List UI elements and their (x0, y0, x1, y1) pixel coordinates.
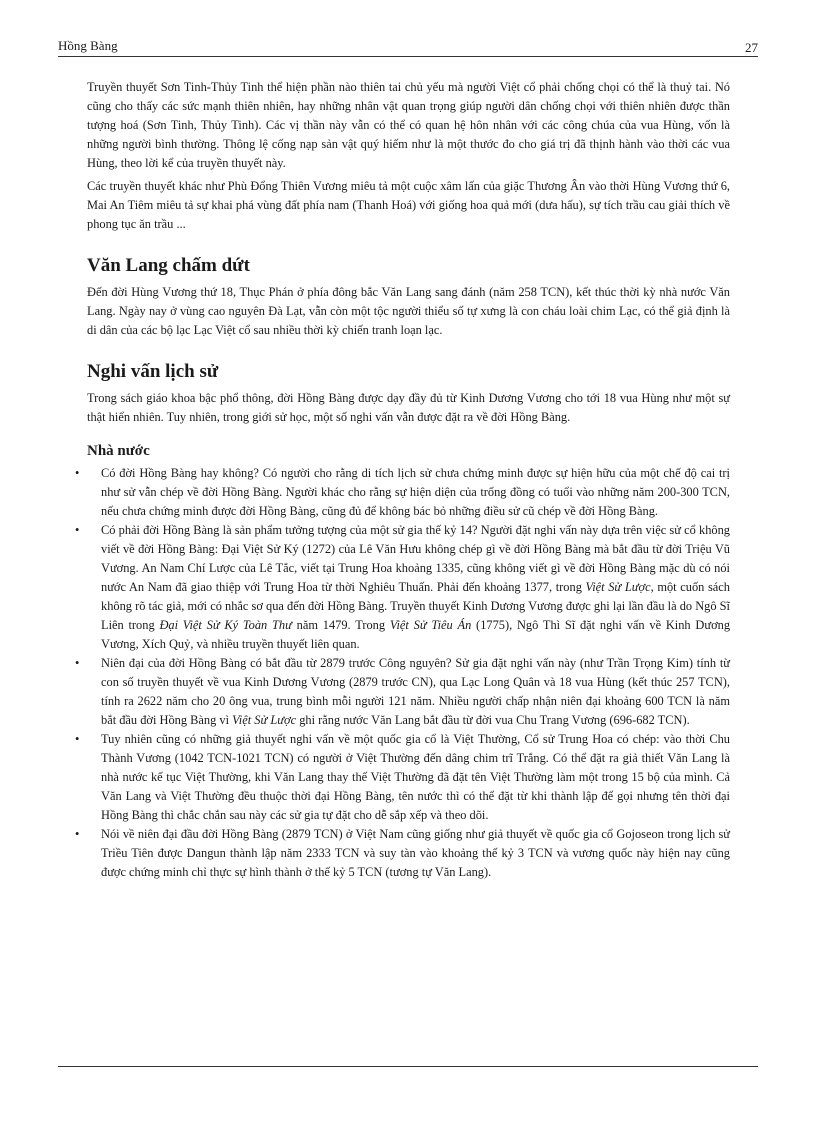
page-number: 27 (745, 40, 758, 55)
subsection-heading-state: Nhà nước (87, 443, 150, 459)
book-title: Việt Sử Tiêu Án (389, 618, 472, 632)
section-heading-historical-doubt: Nghi vấn lịch sử (87, 361, 219, 382)
list-item: • Nói về niên đại đầu đời Hồng Bàng (2879 TCN) ở Việt Nam cũng giống như giả thuyết về quốc gia cổ Gojoseon trong lịch sử Triều Tiên được Dangun thành lập năm 2333 TCN và suy tàn vào khoảng thế kỷ 3 TCN và vương quốc này hiện nay cũng được chứng minh chỉ thực sự hình thành ở thế kỷ 5 TCN (tương tự Văn Lang). (87, 825, 730, 882)
chapter-title: Hồng Bàng (58, 38, 118, 53)
list-item: • Có phải đời Hồng Bàng là sản phẩm tưởng tượng của một sử gia thế kỷ 14? Người đặt nghi vấn này dựa trên việc sử cổ không viết về đời Hồng Bàng: Đại Việt Sử Ký (1272) của Lê Văn Hưu không chép gì về đời Hồng Bàng mà bắt đầu từ đời Triệu Vũ Vương. An Nam Chí Lược của Lê Tắc, viết tại Trung Hoa khoảng 1335, cũng không viết gì về đời Hồng Bàng mặc dù có nói nước An Nam đã giao thiệp với Trung Hoa từ thời Nghiêu Thuấn. Phải đến khoảng 1377, trong Việt Sử Lược, một cuốn sách không rõ tác giả, mới có nhắc sơ qua đến đời Hồng Bàng. Truyền thuyết Kinh Dương Vương được ghi lại lần đầu là do Ngô Sĩ Liên trong Đại Việt Sử Ký Toàn Thư năm 1479. Trong Việt Sử Tiêu Án (1775), Ngô Thì Sĩ đặt nghi vấn về Kinh Dương Vương, Xích Quỷ, và nhiều truyền thuyết liên quan. (87, 521, 730, 654)
running-header (58, 36, 758, 57)
page-body (87, 78, 730, 882)
intro-paragraph-2: Các truyền thuyết khác như Phù Đổng Thiên Vương miêu tả một cuộc xâm lấn của giặc Thương Ân vào thời Hùng Vương thứ 6, Mai An Tiêm miêu tả sự khai phá vùng đất phía nam (Thanh Hoá) với giống hoa quả mới (dưa hấu), sự tích trầu cau giải thích về phong tục ăn trầu ... (87, 179, 730, 231)
book-title: Việt Sử Lược (585, 580, 651, 594)
list-item: • Niên đại của đời Hồng Bàng có bắt đầu từ 2879 trước Công nguyên? Sử gia đặt nghi vấn này (như Trần Trọng Kim) tính từ con số truyền thuyết về vua Kinh Dương Vương (2879 trước CN), qua Lạc Long Quân và 18 vua Hùng (kết thúc 257 TCN), tính ra 2622 năm cho 20 ông vua, trung bình mỗi người 121 năm. Nhiều người chấp nhận niên đại khoảng 600 TCN là năm bắt đầu đời Hồng Bàng vì Việt Sử Lược ghi rằng nước Văn Lang bắt đầu từ đời vua Chu Trang Vương (696-682 TCN). (87, 654, 730, 730)
intro-paragraph-1: Truyền thuyết Sơn Tinh-Thủy Tinh thể hiện phần nào thiên tai chủ yếu mà người Việt cổ phải chống chọi có thể là thuỷ tai. Nó cũng cho thấy các sức mạnh thiên nhiên, hay những nhân vật quan trọng giúp người dân chống chọi với thiên nhiên được thần tượng hoá (Sơn Tinh, Thủy Tinh). Các vị thần này vẫn có thể có quan hệ hôn nhân với các công chúa của vua Hùng, vốn là những người bình thường. Thông lệ cống nạp sản vật quý hiếm như là một thước đo cho giá trị đã thịnh hành vào thời các vua Hùng, theo lời kể của truyền thuyết này. (87, 80, 730, 170)
doubt-bullet-list (87, 464, 730, 882)
section-heading-van-lang-end: Văn Lang chấm dứt (87, 255, 250, 276)
footer-divider (58, 1066, 758, 1067)
list-item: • Tuy nhiên cũng có những giả thuyết nghi vấn về một quốc gia cổ là Việt Thường, Cổ sử Trung Hoa có chép: vào thời Chu Thành Vương (1042 TCN-1021 TCN) có người ở Việt Thường đến dâng chim trĩ Trắng. Có thể đặt ra giả thiết Văn Lang là nhà nước kế tục Việt Thường, khi Văn Lang thay thế Việt Thường đã đặt tên Việt Thường làm một trong 15 bộ của mình. Cả Văn Lang và Việt Thường đều thuộc thời đại Hồng Bàng, tên nước thì có thể đặt từ khi thành lập để gọi nhưng tên thời đại Hồng Bàng thì chắc chắn sau này các sử gia tự đặt cho dễ sắp xếp và theo dõi. (87, 730, 730, 825)
book-title: Đại Việt Sử Ký Toàn Thư (159, 618, 292, 632)
section-body-van-lang-end: Đến đời Hùng Vương thứ 18, Thục Phán ở phía đông bắc Văn Lang sang đánh (năm 258 TCN), kết thúc thời kỳ nhà nước Văn Lang. Ngày nay ở vùng cao nguyên Đà Lạt, vẫn còn một tộc người thiểu số tự xưng là con cháu loài chim Lạc, có thể giả định là di dân của các bộ lạc Lạc Việt cổ sau nhiều thời kỳ chiến tranh loạn lạc. (87, 285, 730, 337)
book-title: Việt Sử Lược (232, 713, 297, 727)
list-item: • Có đời Hồng Bàng hay không? Có người cho rằng di tích lịch sử chưa chứng minh được sự hiện hữu của một chế độ cai trị như sử vẫn chép về đời Hồng Bàng. Người khác cho rằng sự hiện diện của trống đồng có tuổi vào những năm 200-300 TCN, nếu chưa chứng minh được đời Hồng Bàng, cũng đủ để không bác bỏ những điều sử cũ chép về đời Hồng Bàng. (87, 464, 730, 521)
section-body-historical-doubt: Trong sách giáo khoa bậc phổ thông, đời Hồng Bàng được dạy đầy đủ từ Kinh Dương Vương cho tới 18 vua Hùng như một sự thật hiển nhiên. Tuy nhiên, trong giới sử học, một số nghi vấn vẫn được đặt ra về đời Hồng Bàng. (87, 391, 730, 424)
